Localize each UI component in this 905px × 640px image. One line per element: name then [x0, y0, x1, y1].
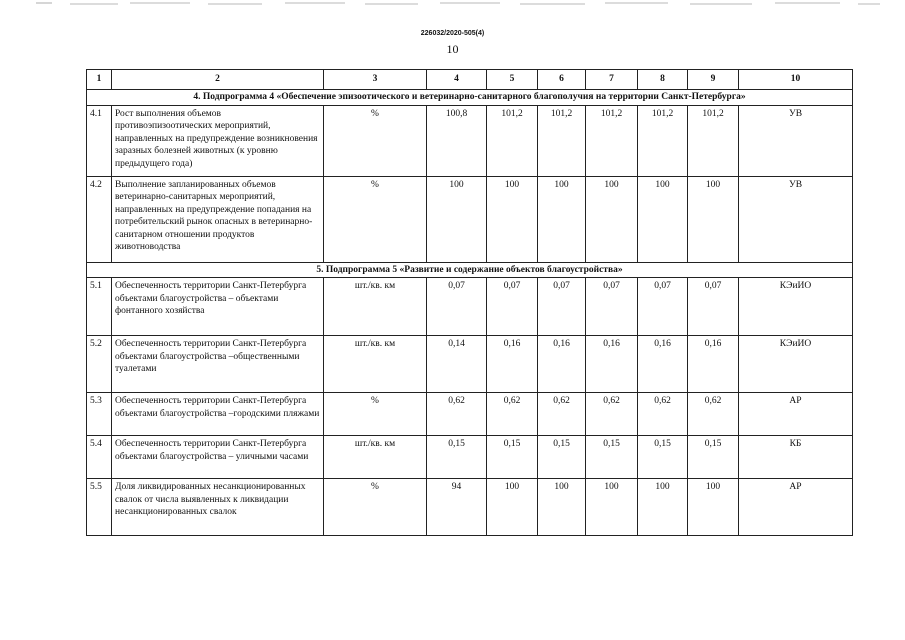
indicator-value: 0,62 — [487, 393, 538, 436]
table-body — [87, 70, 853, 536]
subprogram-title: 4. Подпрограмма 4 «Обеспечение эпизоотического и ветеринарно-санитарного благополучия на территории Санкт-Петербурга» — [87, 90, 853, 106]
indicator-row — [87, 479, 853, 536]
indicator-value: 0,07 — [538, 278, 586, 336]
indicator-value: 0,16 — [638, 336, 688, 393]
indicator-value: 0,07 — [688, 278, 739, 336]
indicator-value: 0,15 — [638, 436, 688, 479]
indicator-value: 101,2 — [688, 105, 739, 176]
indicator-value: 0,62 — [586, 393, 638, 436]
indicator-value: 100 — [586, 479, 638, 536]
unit-of-measure: % — [324, 105, 427, 176]
indicator-value: 100 — [586, 176, 638, 262]
column-number-cell: 9 — [688, 70, 739, 90]
indicator-number: 5.3 — [87, 393, 112, 436]
responsible-executor: УВ — [739, 105, 853, 176]
indicator-value: 0,15 — [427, 436, 487, 479]
indicator-description: Выполнение запланированных объемов ветеринарно-санитарных мероприятий, направленных на предупреждение попадания на потребительский рынок опасных в ветеринарно-санитарном отношении продуктов животноводства — [112, 176, 324, 262]
document-registration-number: 226032/2020-505(4) — [420, 30, 485, 37]
unit-of-measure: % — [324, 393, 427, 436]
indicator-description: Рост выполнения объемов противоэпизоотических мероприятий, направленных на предупреждение возникновения заразных болезней животных (к уровню предыдущего года) — [112, 105, 324, 176]
indicator-description: Доля ликвидированных несанкционированных свалок от числа выявленных к ликвидации несанкционированных свалок — [112, 479, 324, 536]
indicator-value: 0,62 — [538, 393, 586, 436]
indicator-value: 0,07 — [487, 278, 538, 336]
indicator-value: 0,62 — [638, 393, 688, 436]
indicator-value: 0,62 — [688, 393, 739, 436]
indicator-number: 5.4 — [87, 436, 112, 479]
unit-of-measure: шт./кв. км — [324, 278, 427, 336]
indicator-value: 0,07 — [638, 278, 688, 336]
indicator-row — [87, 336, 853, 393]
responsible-executor: АР — [739, 393, 853, 436]
indicator-row — [87, 176, 853, 262]
column-number-cell: 10 — [739, 70, 853, 90]
indicator-number: 5.1 — [87, 278, 112, 336]
indicator-value: 100 — [538, 479, 586, 536]
indicator-value: 94 — [427, 479, 487, 536]
column-number-cell: 1 — [87, 70, 112, 90]
responsible-executor: КЭиИО — [739, 336, 853, 393]
indicator-description: Обеспеченность территории Санкт-Петербурга объектами благоустройства – уличными часами — [112, 436, 324, 479]
column-number-row — [87, 70, 853, 90]
indicator-value: 101,2 — [638, 105, 688, 176]
indicator-value: 101,2 — [586, 105, 638, 176]
indicator-value: 101,2 — [487, 105, 538, 176]
indicator-row — [87, 436, 853, 479]
column-number-cell: 5 — [487, 70, 538, 90]
indicator-value: 100 — [638, 176, 688, 262]
indicator-value: 0,16 — [688, 336, 739, 393]
responsible-executor: УВ — [739, 176, 853, 262]
column-number-cell: 3 — [324, 70, 427, 90]
indicator-value: 100 — [688, 176, 739, 262]
subprogram-title: 5. Подпрограмма 5 «Развитие и содержание объектов благоустройства» — [87, 262, 853, 278]
column-number-cell: 2 — [112, 70, 324, 90]
indicator-value: 0,15 — [586, 436, 638, 479]
indicators-table — [86, 69, 853, 536]
unit-of-measure: % — [324, 479, 427, 536]
subprogram-section-row — [87, 262, 853, 278]
indicator-number: 5.5 — [87, 479, 112, 536]
column-number-cell: 4 — [427, 70, 487, 90]
indicator-value: 0,16 — [538, 336, 586, 393]
indicator-value: 100 — [538, 176, 586, 262]
indicator-value: 0,07 — [586, 278, 638, 336]
scan-artifact-strip — [0, 0, 905, 8]
indicator-value: 100 — [487, 479, 538, 536]
indicator-value: 100 — [638, 479, 688, 536]
responsible-executor: АР — [739, 479, 853, 536]
unit-of-measure: шт./кв. км — [324, 436, 427, 479]
indicator-row — [87, 105, 853, 176]
indicator-description: Обеспеченность территории Санкт-Петербурга объектами благоустройства – объектами фонтанного хозяйства — [112, 278, 324, 336]
indicator-value: 0,15 — [688, 436, 739, 479]
indicator-value: 100 — [688, 479, 739, 536]
indicator-number: 4.1 — [87, 105, 112, 176]
indicator-row — [87, 393, 853, 436]
indicator-row — [87, 278, 853, 336]
column-number-cell: 6 — [538, 70, 586, 90]
indicator-value: 100 — [427, 176, 487, 262]
indicator-value: 101,2 — [538, 105, 586, 176]
indicator-value: 100,8 — [427, 105, 487, 176]
indicator-value: 0,14 — [427, 336, 487, 393]
indicator-value: 0,16 — [586, 336, 638, 393]
column-number-cell: 8 — [638, 70, 688, 90]
indicator-value: 100 — [487, 176, 538, 262]
responsible-executor: КЭиИО — [739, 278, 853, 336]
unit-of-measure: % — [324, 176, 427, 262]
indicator-description: Обеспеченность территории Санкт-Петербурга объектами благоустройства –общественными туалетами — [112, 336, 324, 393]
indicator-value: 0,16 — [487, 336, 538, 393]
indicator-description: Обеспеченность территории Санкт-Петербурга объектами благоустройства –городскими пляжами — [112, 393, 324, 436]
subprogram-section-row — [87, 90, 853, 106]
indicator-value: 0,62 — [427, 393, 487, 436]
indicator-value: 0,15 — [487, 436, 538, 479]
indicator-value: 0,07 — [427, 278, 487, 336]
column-number-cell: 7 — [586, 70, 638, 90]
page-number: 10 — [446, 42, 459, 56]
indicator-value: 0,15 — [538, 436, 586, 479]
responsible-executor: КБ — [739, 436, 853, 479]
unit-of-measure: шт./кв. км — [324, 336, 427, 393]
indicator-number: 4.2 — [87, 176, 112, 262]
indicator-number: 5.2 — [87, 336, 112, 393]
